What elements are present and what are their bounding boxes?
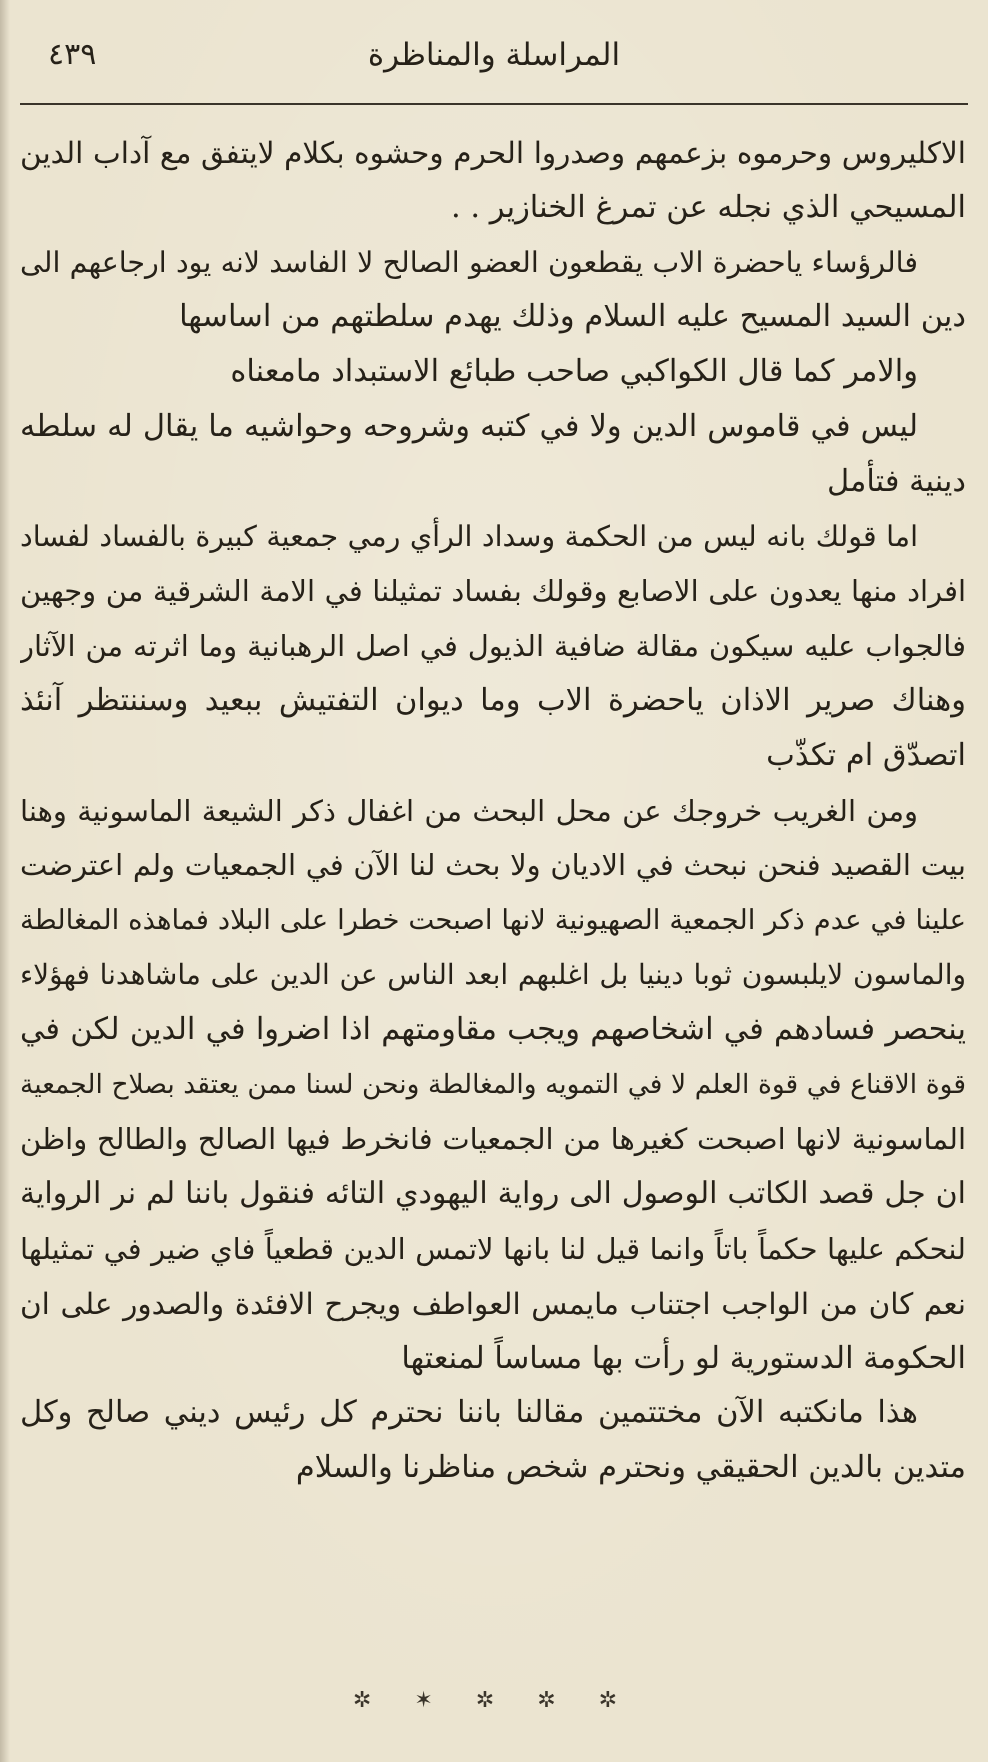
text-line: ليس في قاموس الدين ولا في كتبه وشروحه وحواشيه ما يقال له سلطه: [20, 408, 918, 444]
text-line: بيت القصيد فنحن نبحث في الاديان ولا بحث لنا الآن في الجمعيات ولم اعترضت: [20, 848, 966, 883]
text-line: الماسونية لانها اصبحت كغيرها من الجمعيات فانخرط فيها الصالح والطالح واظن: [20, 1122, 966, 1157]
text-line: وهناك صرير الاذان ياحضرة الاب وما ديوان التفتيش ببعيد وسننتظر آنئذ: [20, 682, 966, 718]
text-line: متدين بالدين الحقيقي ونحترم شخص مناظرنا والسلام: [295, 1450, 966, 1486]
section-end-ornament: ✲ ✶ ✲ ✲ ✲: [352, 1688, 636, 1713]
text-line: دينية فتأمل: [826, 463, 966, 499]
text-line: فالرؤساء ياحضرة الاب يقطعون العضو الصالح لا الفاسد لانه يود ارجاعهم الى: [20, 245, 918, 279]
text-line: والامر كما قال الكواكبي صاحب طبائع الاستبداد مامعناه: [230, 354, 918, 390]
text-line: دين السيد المسيح عليه السلام وذلك يهدم سلطتهم من اساسها: [179, 299, 966, 335]
text-line: فالجواب عليه سيكون مقالة ضافية الذيول في اصل الرهبانية وما اثرته من الآثار: [20, 629, 966, 664]
text-line: ان جل قصد الكاتب الوصول الى رواية اليهودي التائه فنقول باننا لم نر الرواية: [20, 1176, 966, 1212]
page-edge-shadow: [0, 0, 10, 1762]
text-line: والماسون لايلبسون ثوبا دينيا بل اغلبهم ابعد الناس عن الدين على ماشاهدنا فهؤلاء: [20, 957, 966, 991]
text-line: افراد منها يعدون على الاصابع وقولك بفساد تمثيلنا في الامة الشرقية من وجهين: [20, 574, 966, 609]
text-line: علينا في عدم ذكر الجمعية الصهيونية لانها اصبحت خطرا على البلاد فماهذه المغالطة: [20, 904, 966, 937]
running-title: المراسلة والمناظرة: [367, 37, 621, 73]
text-line: الاكليروس وحرموه بزعمهم وصدروا الحرم وحشوه بكلام لايتفق مع آداب الدين: [20, 136, 966, 170]
text-line: هذا مانكتبه الآن مختتمين مقالنا باننا نحترم كل رئيس ديني صالح وكل: [20, 1395, 918, 1431]
text-line: لنحكم عليها حكماً باتاً وانما قيل لنا بانها لاتمس الدين قطعياً فاي ضير في تمثيلها: [20, 1231, 966, 1266]
text-line: ومن الغريب خروجك عن محل البحث من اغفال ذكر الشيعة الماسونية وهنا: [20, 793, 918, 828]
page-header: [20, 30, 968, 80]
article-text: [20, 126, 966, 1496]
text-line: اما قولك بانه ليس من الحكمة وسداد الرأي رمي جمعية كبيرة بالفساد لفساد: [20, 519, 918, 553]
header-rule: [20, 103, 968, 105]
text-line: اتصدّق ام تكذّب: [766, 737, 966, 773]
text-line: المسيحي الذي نجله عن تمرغ الخنازير . .: [450, 189, 966, 225]
text-line: نعم كان من الواجب اجتناب مايمس العواطف ويجرح الافئدة والصدور على ان: [20, 1286, 966, 1321]
text-line: ينحصر فسادهم في اشخاصهم ويجب مقاومتهم اذا اضروا في الدين لكن في: [20, 1011, 966, 1047]
text-line: الحكومة الدستورية لو رأت بها مساساً لمنعتها: [401, 1340, 966, 1376]
page-number: ٤٣٩: [48, 37, 97, 72]
text-line: قوة الاقناع في قوة العلم لا في التمويه والمغالطة ونحن لسنا ممن يعتقد بصلاح الجمعية: [20, 1068, 966, 1100]
